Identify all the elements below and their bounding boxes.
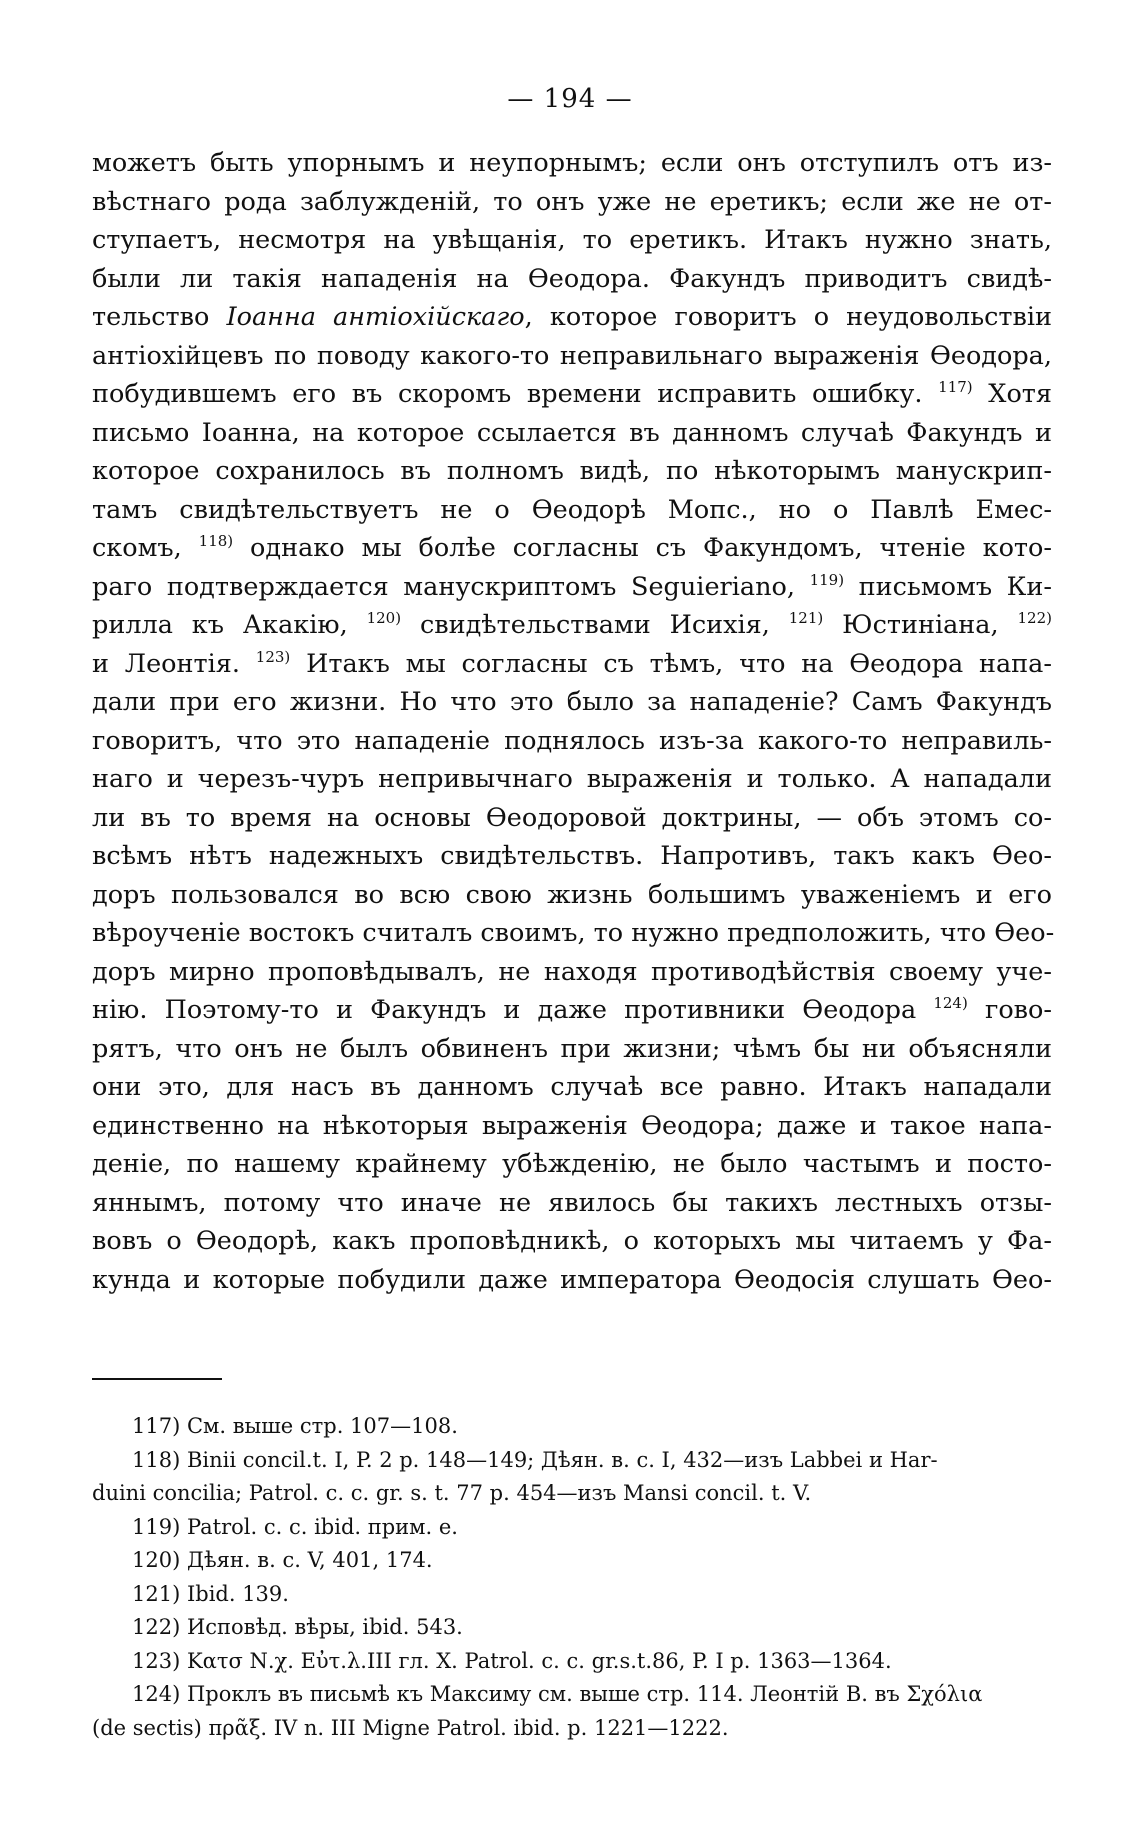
text-segment: Итакъ мы согласны съ тѣмъ, что на Ѳеодора напа- [306, 648, 1052, 679]
text-segment: Юстиніана, [842, 610, 999, 640]
text-line: которое сохранилось въ полномъ видѣ, по нѣкоторымъ манускрип- [92, 456, 1052, 486]
text-line: доръ пользовался во всю свою жизнь большимъ уваженіемъ и его [92, 879, 1052, 910]
text-line: письмо Іоанна, на которое ссылается въ данномъ случаѣ Факундъ и [92, 417, 1052, 448]
footnote: 120) Дѣян. в. с. V, 401, 174. [132, 1548, 433, 1572]
text-line: яннымъ, потому что иначе не явилось бы такихъ лестныхъ отзы- [92, 1187, 1052, 1218]
text-line: говоритъ, что это нападеніе поднялось изъ-за какого-то неправиль- [92, 725, 1052, 756]
text-line [92, 991, 1052, 1030]
text-segment: однако мы болѣе согласны съ Факундомъ, чтеніе кото- [250, 533, 1053, 563]
text-line: ли въ то время на основы Ѳеодоровой доктрины, — объ этомъ со- [92, 802, 1052, 833]
text-line: вѣстнаго рода заблужденій, то онъ уже не еретикъ; если же не от- [92, 186, 1052, 217]
text-segment: рилла къ Акакію, [92, 610, 348, 640]
text-line: антіохійцевъ по поводу какого-то неправильнаго выраженія Ѳеодора, [92, 340, 1052, 371]
text-line: ступаетъ, несмотря на увѣщанія, то еретикъ. Итакъ нужно знать, [92, 225, 1052, 255]
text-segment: письмомъ Ки- [858, 571, 1053, 602]
text-line: были ли такія нападенія на Ѳеодора. Факундъ приводитъ свидѣ- [92, 263, 1052, 294]
footnotes [92, 1410, 1052, 1745]
text-segment: и Леонтія. [92, 648, 240, 679]
text-segment: побудившемъ его въ скоромъ времени исправить ошибку. [92, 379, 923, 409]
text-segment: Хотя [988, 379, 1052, 409]
main-text [92, 144, 1055, 1299]
footnote-ref: 119) [809, 570, 845, 589]
text-line [92, 568, 1052, 607]
text-line: всѣмъ нѣтъ надежныхъ свидѣтельствъ. Напротивъ, такъ какъ Ѳео- [92, 841, 1052, 871]
text-line: дали при его жизни. Но что это было за нападеніе? Самъ Факундъ [92, 687, 1052, 717]
footnote-ref: 121) [788, 609, 824, 627]
text-line [92, 375, 1052, 414]
footnote-ref: 122) [1017, 609, 1052, 627]
text-line: единственно на нѣкоторыя выраженія Ѳеодора; даже и такое напа- [92, 1110, 1052, 1141]
footnote: 124) Проклъ въ письмѣ къ Максиму см. выше стр. 114. Леонтій В. въ Σχόλια [132, 1682, 983, 1706]
text-line: можетъ быть упорнымъ и неупорнымъ; если онъ отступилъ отъ из- [92, 148, 1052, 178]
text-line: кунда и которые побудили даже императора Ѳеодосія слушать Ѳео- [92, 1264, 1052, 1295]
text-segment: нію. Поэтому-то и Факундъ и даже противники Ѳеодора [92, 995, 917, 1025]
text-line: деніе, по нашему крайнему убѣжденію, не было частымъ и посто- [92, 1149, 1052, 1179]
text-line: тамъ свидѣтельствуетъ не о Ѳеодорѣ Мопс., но о Павлѣ Емес- [92, 494, 1052, 525]
text-segment: свидѣтельствами Исихія, [419, 610, 770, 640]
footnote: 117) См. выше стр. 107—108. [132, 1414, 458, 1438]
footnote-ref: 118) [198, 532, 234, 550]
footnote: 123) Κατσ Ν.χ. Εὐτ.λ.ΙΙΙ гл. X. Patrol. c. c. gr.s.t.86, P. I p. 1363—1364. [132, 1648, 892, 1673]
footnote-ref: 124) [933, 994, 968, 1012]
text-line: они это, для насъ въ данномъ случаѣ все равно. Итакъ нападали [92, 1072, 1052, 1102]
footnote-continuation: (de sectis) πρᾶξ. IV n. III Migne Patrol. ibid. p. 1221—1222. [92, 1715, 729, 1740]
text-line [92, 645, 1052, 684]
page-number: — 194 — [507, 84, 633, 114]
footnote-ref: 120) [366, 609, 402, 627]
text-line: вовъ о Ѳеодорѣ, какъ проповѣдникѣ, о которыхъ мы читаемъ у Фа- [92, 1226, 1052, 1256]
text-line [92, 606, 1052, 645]
text-line: рятъ, что онъ не былъ обвиненъ при жизни; чѣмъ бы ни объясняли [92, 1033, 1052, 1064]
footnote-ref: 123) [255, 647, 291, 666]
italic-name: Іоанна антіохійскаго [226, 302, 525, 332]
footnote: 121) Ibid. 139. [132, 1581, 289, 1606]
text-segment: , которое говоритъ о неудовольствіи [524, 302, 1052, 332]
text-line [92, 529, 1052, 568]
footnote: 122) Исповѣд. вѣры, ibid. 543. [132, 1615, 463, 1639]
text-segment: гово- [984, 995, 1052, 1025]
text-line: доръ мирно проповѣдывалъ, не находя противодѣйствія своему уче- [92, 956, 1052, 987]
footnote: 118) Binii concil.t. I, P. 2 p. 148—149; Дѣян. в. с. I, 432—изъ Labbei и Har- [132, 1447, 938, 1472]
text-segment: тельство [92, 302, 210, 332]
text-segment: скомъ, [92, 533, 182, 563]
footnote-ref: 117) [938, 378, 973, 396]
footnote-divider [92, 1378, 222, 1380]
text-line: наго и черезъ-чуръ непривычнаго выраженія и только. А нападали [92, 764, 1052, 794]
footnote: 119) Patrol. c. c. ibid. прим. е. [132, 1514, 458, 1539]
text-line [92, 298, 1052, 337]
text-line: вѣроученіе востокъ считалъ своимъ, то нужно предположить, что Ѳео- [92, 918, 1055, 948]
footnote-continuation: duini concilia; Patrol. c. c. gr. s. t. 77 p. 454—изъ Mansi concil. t. V. [92, 1481, 812, 1505]
text-segment: раго подтверждается манускриптомъ Seguierіano, [92, 571, 795, 602]
